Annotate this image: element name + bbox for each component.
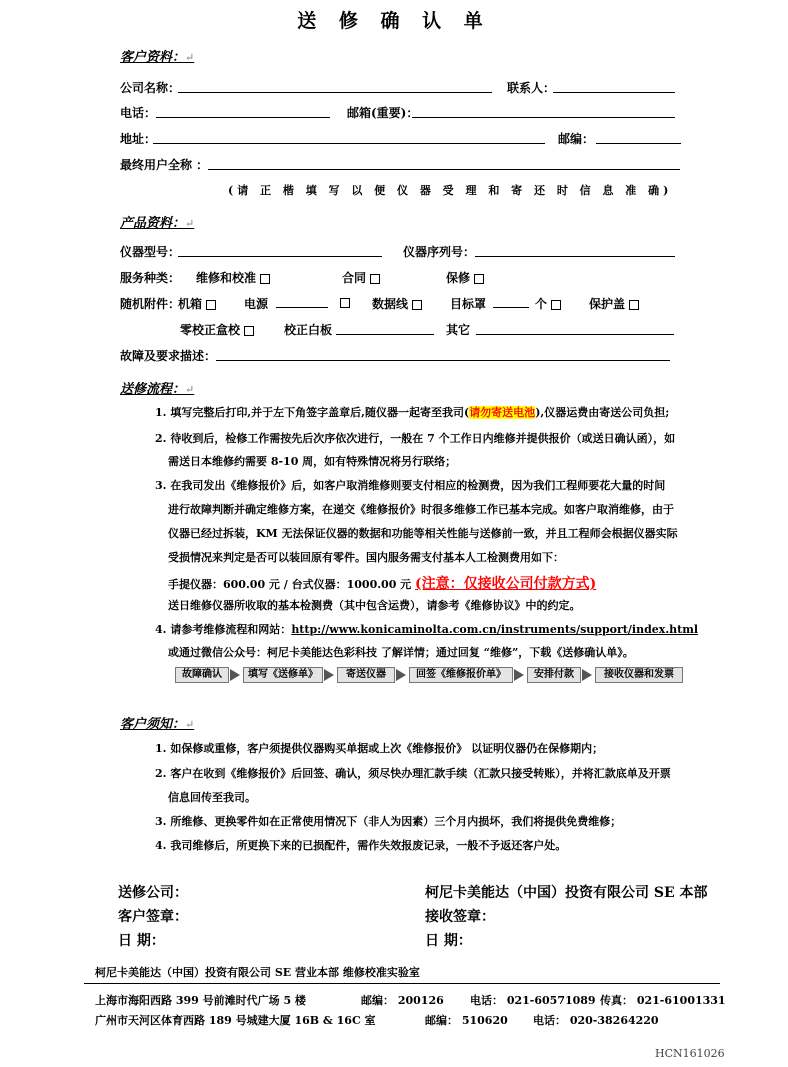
service-label: 服务种类：	[120, 271, 181, 285]
flow-step-4: 回签《维修报价单》	[409, 667, 513, 683]
repair-checkbox[interactable]	[260, 274, 270, 284]
process-step-4a: 4. 请参考维修流程和网站：http://www.konicaminolta.com.cn/instruments/support/index.html	[155, 623, 699, 636]
process-step-3e: 送日维修仪器所收取的基本检测费（其中包含运费），请参考《维修协议》中的约定。	[168, 599, 581, 612]
company-field[interactable]	[178, 92, 492, 93]
process-step-2a: 2. 待收到后，检修工作需按先后次序依次进行，一般在 7 个工作日内维修并提供报价（或送日确认函），如	[155, 432, 676, 445]
power-checkbox[interactable]	[340, 298, 350, 308]
case-checkbox[interactable]	[206, 300, 216, 310]
target-checkbox[interactable]	[551, 300, 561, 310]
product-heading: 产品资料：↵	[120, 216, 195, 231]
service-option-repair[interactable]: 维修和校准	[196, 269, 270, 286]
customer-sign-label: 客户签章：	[118, 909, 188, 925]
flow-step-6: 接收仪器和发票	[595, 667, 683, 683]
date-label-receiver: 日 期：	[425, 933, 472, 949]
support-link[interactable]: http://www.konicaminolta.com.cn/instruments/support/index.html	[291, 623, 699, 636]
service-option-warranty[interactable]: 保修	[446, 269, 484, 286]
serial-field[interactable]	[475, 256, 675, 257]
acc-case[interactable]: 机箱	[178, 295, 216, 312]
fault-label: 故障及要求描述：	[120, 349, 217, 363]
enduser-label: 最终用户全称 ：	[120, 158, 209, 172]
acc-zero[interactable]: 零校正盒校	[180, 321, 254, 338]
notice-3: 3. 所维修、更换零件如在正常使用情况下（非人为因素）三个月内损坏，我们将提供免费维修；	[155, 815, 622, 828]
flow-step-3: 寄送仪器	[337, 667, 395, 683]
receiver-sign-label: 接收签章：	[425, 909, 495, 925]
acc-target-label: 目标罩	[450, 297, 487, 311]
footer-divider	[84, 983, 720, 984]
process-step-1: 1. 填写完整后打印,并于左下角签字盖章后,随仪器一起寄至我司(请勿寄送电池),仪器运费由寄送公司负担;	[155, 406, 670, 419]
gz-phone: 电话： 020-38264220	[533, 1014, 659, 1027]
acc-unit[interactable]: 个	[535, 295, 561, 312]
flow-arrow-icon	[582, 669, 592, 681]
contract-checkbox[interactable]	[370, 274, 380, 284]
model-field[interactable]	[178, 256, 382, 257]
process-step-3a: 3. 在我司发出《维修报价》后，如客户取消维修则要支付相应的检测费，因为我们工程师要花大量的时间	[155, 479, 666, 492]
process-step-3d: 受损情况来判定是否可以装回原有零件。国内服务需支付基本人工检测费用如下：	[168, 551, 564, 564]
fill-note: (请 正 楷 填 写 以 便 仪 器 受 理 和 寄 还 时 信 息 准 确)	[228, 184, 673, 197]
cap-checkbox[interactable]	[629, 300, 639, 310]
document-code: HCN161026	[655, 1047, 725, 1060]
other-field[interactable]	[476, 334, 674, 335]
zero-checkbox[interactable]	[244, 326, 254, 336]
address-label: 地址：	[120, 132, 157, 146]
white-field[interactable]	[336, 334, 434, 335]
address-field[interactable]	[153, 143, 545, 144]
cable-checkbox[interactable]	[412, 300, 422, 310]
acc-white-label: 校正白板	[284, 323, 333, 337]
model-label: 仪器型号：	[120, 245, 181, 259]
phone-field[interactable]	[156, 117, 330, 118]
enduser-field[interactable]	[208, 169, 680, 170]
process-step-3c: 仪器已经过拆装，KM 无法保证仪器的数据和功能等相关性能与送修前一致，并且工程师会根据仪器实际	[168, 527, 678, 540]
process-step-2b: 需送日本维修约需要 8-10 周，如有特殊情况将另行联络；	[168, 455, 457, 468]
payment-warning: (注意：仅接收公司付款方式)	[415, 576, 597, 592]
customer-heading: 客户资料：↵	[120, 50, 195, 65]
contact-label: 联系人：	[507, 81, 556, 95]
footer-company: 柯尼卡美能达（中国）投资有限公司 SE 营业本部 维修校准实验室	[95, 966, 420, 979]
gz-zip: 邮编： 510620	[425, 1014, 508, 1027]
sh-fax: 传真： 021-61001331	[600, 994, 726, 1007]
date-label-customer: 日 期：	[118, 933, 165, 949]
acc-power-label: 电源	[244, 297, 269, 311]
phone-label: 电话：	[120, 106, 157, 120]
flow-arrow-icon	[324, 669, 334, 681]
sh-address: 上海市海阳西路 399 号前滩时代广场 5 楼	[95, 994, 306, 1007]
acc-cable[interactable]: 数据线	[372, 295, 422, 312]
gz-address: 广州市天河区体育西路 189 号城建大厦 16B & 16C 室	[95, 1014, 376, 1027]
power-field[interactable]	[276, 307, 328, 308]
accessory-label: 随机附件：	[120, 297, 181, 311]
sh-phone: 电话： 021-60571089	[470, 994, 596, 1007]
flow-arrow-icon	[514, 669, 524, 681]
process-step-4b: 或通过微信公众号：柯尼卡美能达色彩科技 了解详情；通过回复 “维修”，下载《送修确认单》。	[168, 646, 634, 659]
notice-1: 1. 如保修或重修，客户须提供仪器购买单据或上次《维修报价》 以证明仪器仍在保修期内；	[155, 742, 604, 755]
flow-step-1: 故障确认	[175, 667, 229, 683]
target-field[interactable]	[493, 307, 529, 308]
fault-field[interactable]	[216, 360, 670, 361]
notice-2a: 2. 客户在收到《维修报价》后回签、确认，须尽快办理汇款手续（汇款只接受转账），并将汇款底单及开票	[155, 767, 671, 780]
receiver-company: 柯尼卡美能达（中国）投资有限公司 SE 本部	[425, 885, 708, 901]
acc-other-label: 其它	[446, 323, 471, 337]
sender-company-label: 送修公司：	[118, 885, 188, 901]
serial-label: 仪器序列号：	[403, 245, 476, 259]
page-title: 送 修 确 认 单	[297, 10, 491, 32]
acc-cap[interactable]: 保护盖	[589, 295, 639, 312]
warranty-checkbox[interactable]	[474, 274, 484, 284]
email-label: 邮箱(重要)：	[347, 106, 419, 120]
process-fees: 手提仪器：600.00 元 / 台式仪器：1000.00 元 (注意：仅接收公司付款方式)	[168, 576, 597, 592]
process-step-3b: 进行故障判断并确定维修方案，在递交《维修报价》时很多维修工作已基本完成。如客户取消维修，由于	[168, 503, 674, 516]
zip-label: 邮编：	[558, 132, 595, 146]
sh-zip: 邮编： 200126	[361, 994, 444, 1007]
email-field[interactable]	[412, 117, 675, 118]
notice-2b: 信息回传至我司。	[168, 791, 256, 804]
contact-field[interactable]	[553, 92, 675, 93]
flow-arrow-icon	[230, 669, 240, 681]
zip-field[interactable]	[596, 143, 681, 144]
notice-4: 4. 我司维修后，所更换下来的已损配件，需作失效报废记录，一般不予返还客户处。	[155, 839, 567, 852]
flow-arrow-icon	[396, 669, 406, 681]
flow-step-2: 填写《送修单》	[243, 667, 323, 683]
service-option-contract[interactable]: 合同	[342, 269, 380, 286]
notice-heading: 客户须知：↵	[120, 717, 195, 732]
flow-step-5: 安排付款	[527, 667, 581, 683]
company-label: 公司名称：	[120, 81, 181, 95]
battery-warning: 请勿寄送电池	[469, 406, 536, 419]
process-heading: 送修流程：↵	[120, 382, 195, 397]
